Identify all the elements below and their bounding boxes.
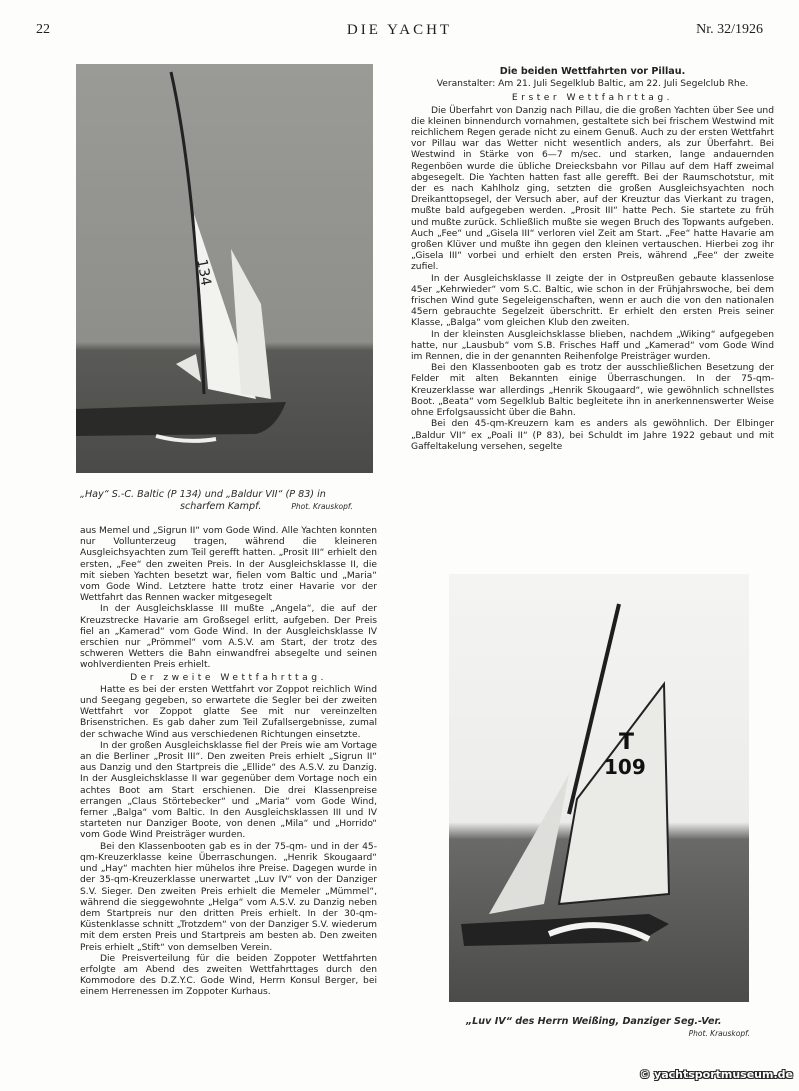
page-number: 22 <box>36 22 50 37</box>
photo-caption-1 <box>80 489 380 513</box>
photo-yacht-luv-iv <box>449 574 749 1002</box>
sailboat-icon <box>449 574 749 1002</box>
caption-text: „Hay“ S.-C. Baltic (P 134) und „Baldur VII“ (P 83) in <box>80 489 326 500</box>
paragraph: In der Ausgleichsklasse II zeigte der in Ostpreußen gebaute klassenlose 45er „Kehrwieder“ vom S.C. Baltic, wie schon in der Frühjahrswoche, bei dem frischen Wind gute Segeleigenschaften, wenn er auch die von den nationalen 45ern gebrauchte Segelzeit überschritt. Er erhielt den ersten Preis seiner Klasse, „Balga“ vom gleichen Klub den zweiten. <box>411 273 774 329</box>
section-subheading: Erster Wettfahrttag. <box>511 93 674 104</box>
article-left-column <box>80 526 377 999</box>
paragraph: Bei den Klassenbooten gab es trotz der ausschließlichen Besetzung der Felder mit alten Bekannten einige Überraschungen. In der 75-qm-Kreuzerklasse war allerdings „Henrik Skougaard“, wie gewöhnlich schnellstes Boot. „Beata“ vom Segelklub Baltic begleitete ihn in anerkennenswerter Weise ohne Erfolgsaussicht über die Bahn. <box>411 363 774 419</box>
section-subheading: Der zweite Wettfahrttag. <box>130 672 327 683</box>
paragraph: Bei den 45-qm-Kreuzern kam es anders als gewöhnlich. Der Elbinger „Baldur VII“ ex „Poali II“ (P 83), bei Schuldt im Jahre 1922 gebaut und mit Gaffeltakelung versehen, segelte <box>411 419 774 452</box>
caption-text: scharfem Kampf. <box>180 501 262 512</box>
paragraph: Die Überfahrt von Danzig nach Pillau, die die großen Yachten über See und die kleinen binnendurch vornahmen, gestaltete sich bei frischem Westwind mit reichlichem Regen gerade nicht zu einem Genuß. Auch zu der ersten Wettfahrt vor Pillau war das Wetter nicht wesentlich anders, als zur Überfahrt. Bei Westwind in Stärke von 6—7 m/sec. und starken, lange andauernden Regenböen wurde die übliche Dreiecksbahn vor Pillau auf dem Haff zweimal abgesegelt. Die Yachten hatten fast alle gerefft. Bei der Raumschotstur, mit der es nach Kahlholz ging, setzten die großen Ausgleichsyachten noch Dreikanttopsegel, der Versuch aber, auf der Kreuztur das Vierkant zu tragen, mußte bald aufgegeben werden. „Prosit III“ hatte Pech. Sie startete zu früh und mußte zurück. Schließlich mußte sie wegen Bruch des Topwants aufgeben. Auch „Fee“ und „Gisela III“ verloren viel Zeit am Start. „Fee“ hatte Havarie am großen Klüver und mußte ihn gegen den kleinen vertauschen. Hierbei zog ihr „Gisela III“ vorbei und erhielt den ersten Preis, während „Fee“ der zweite zufiel. <box>411 105 774 273</box>
paragraph: Hatte es bei der ersten Wettfahrt vor Zoppot reichlich Wind und Seegang gegeben, so erwartete die Segler bei der zweiten Wettfahrt vor Zoppot glatte See mit nur vereinzelten Brisenstrichen. Es gab daher zum Teil Zufallsergebnisse, zumal der schwache Wind aus verschiedenen Richtungen einsetzte. <box>80 684 377 740</box>
organizer-line: Veranstalter: Am 21. Juli Segelklub Baltic, am 22. Juli Segelclub Rhe. <box>436 79 749 90</box>
paragraph: In der großen Ausgleichsklasse fiel der Preis wie am Vortage an die Berliner „Prosit III“. Den zweiten Preis erhielt „Sigrun II“ aus Danzig und den Startpreis die „Ellide“ des A.S.V. zu Danzig. In der Ausgleichsklasse II war gegenüber dem Vortage noch ein achtes Boot am Start erschienen. Die drei Klassenpreise errangen „Claus Störtebecker“ und „Maria“ vom Gode Wind, ferner „Balga“ vom Baltic. In den Ausgleichsklassen III und IV starteten nur Danziger Boote, von denen „Mila“ und „Horrido“ vom Gode Wind Preisträger wurden. <box>80 740 377 841</box>
paragraph: Bei den Klassenbooten gab es in der 75-qm- und in der 45-qm-Kreuzerklasse keine Überraschungen. „Henrik Skougaard“ und „Hay“ machten hier mühelos ihre Preise. Dagegen wurde in der 35-qm-Kreuzerklasse unerwartet „Luv IV“ von der Danziger S.V. Sieger. Den zweiten Preis erhielt die Memeler „Mümmel“, während die sieggewohnte „Helga“ vom A.S.V. zu Danzig neben dem Startpreis nur den dritten Preis erhielt. In der 30-qm-Küstenklasse schnitt „Trotzdem“ von der Danziger S.V. wiederum mit dem ersten Preis und Startpreis am besten ab. Den zweiten Preis erhielt „Stift“ von demselben Verein. <box>80 841 377 953</box>
photo-credit: Phot. Krauskopf. <box>688 1029 750 1038</box>
page-header <box>36 22 763 44</box>
photo-caption-2 <box>466 1016 756 1040</box>
magazine-title: DIE YACHT <box>346 22 453 38</box>
photo-credit: Phot. Krauskopf. <box>291 502 353 511</box>
paragraph: In der Ausgleichsklasse III mußte „Angela“, die auf der Kreuzstrecke Havarie am Großsegel erlitt, aufgeben. Der Preis fiel an „Kamerad“ vom Gode Wind. In der Ausgleichsklasse IV erschien nur „Prömmel“ vom A.S.V. am Start, der trotz des schweren Wetters die Bahn einwandfrei absegelte und seinen wohlverdienten Preis erhielt. <box>80 604 377 671</box>
issue-number: Nr. 32/1926 <box>696 22 763 37</box>
sailboat-icon <box>76 64 373 473</box>
watermark: © yachtsportmuseum.de <box>639 1068 793 1081</box>
paragraph: Die Preisverteilung für die beiden Zoppoter Wettfahrten erfolgte am Abend des zweiten Wettfahrttages durch den Kommodore des D.Z.Y.C. Gode Wind, Herrn Konsul Berger, bei einem Herrenessen im Zoppoter Kurhaus. <box>80 953 377 998</box>
svg-text:109: 109 <box>604 755 646 779</box>
photo-yacht-hay <box>76 64 373 473</box>
article-right-column <box>411 66 774 453</box>
svg-text:134: 134 <box>193 257 214 288</box>
paragraph: aus Memel und „Sigrun II“ vom Gode Wind. Alle Yachten konnten nur Vollunterzeug tragen, während die kleineren Ausgleichsyachten zum Teil gerefft hatten. „Prosit III“ erhielt den ersten, „Fee“ den zweiten Preis. In der Ausgleichsklasse II, die mit sieben Yachten besetzt war, fielen vom Baltic und „Maria“ vom Gode Wind. Letztere hatte trotz einer Havarie vor der Wettfahrt das Rennen wacker mitgesegelt <box>80 526 377 604</box>
paragraph: In der kleinsten Ausgleichsklasse blieben, nachdem „Wiking“ aufgegeben hatte, nur „Lausbub“ vom S.B. Frisches Haff und „Kamerad“ vom Gode Wind im Rennen, die in der genannten Reihenfolge Preisträger wurden. <box>411 329 774 363</box>
article-heading: Die beiden Wettfahrten vor Pillau. <box>499 66 686 77</box>
svg-text:T: T <box>619 730 635 755</box>
caption-text: „Luv IV“ des Herrn Weißing, Danziger Seg.-Ver. <box>466 1016 722 1027</box>
